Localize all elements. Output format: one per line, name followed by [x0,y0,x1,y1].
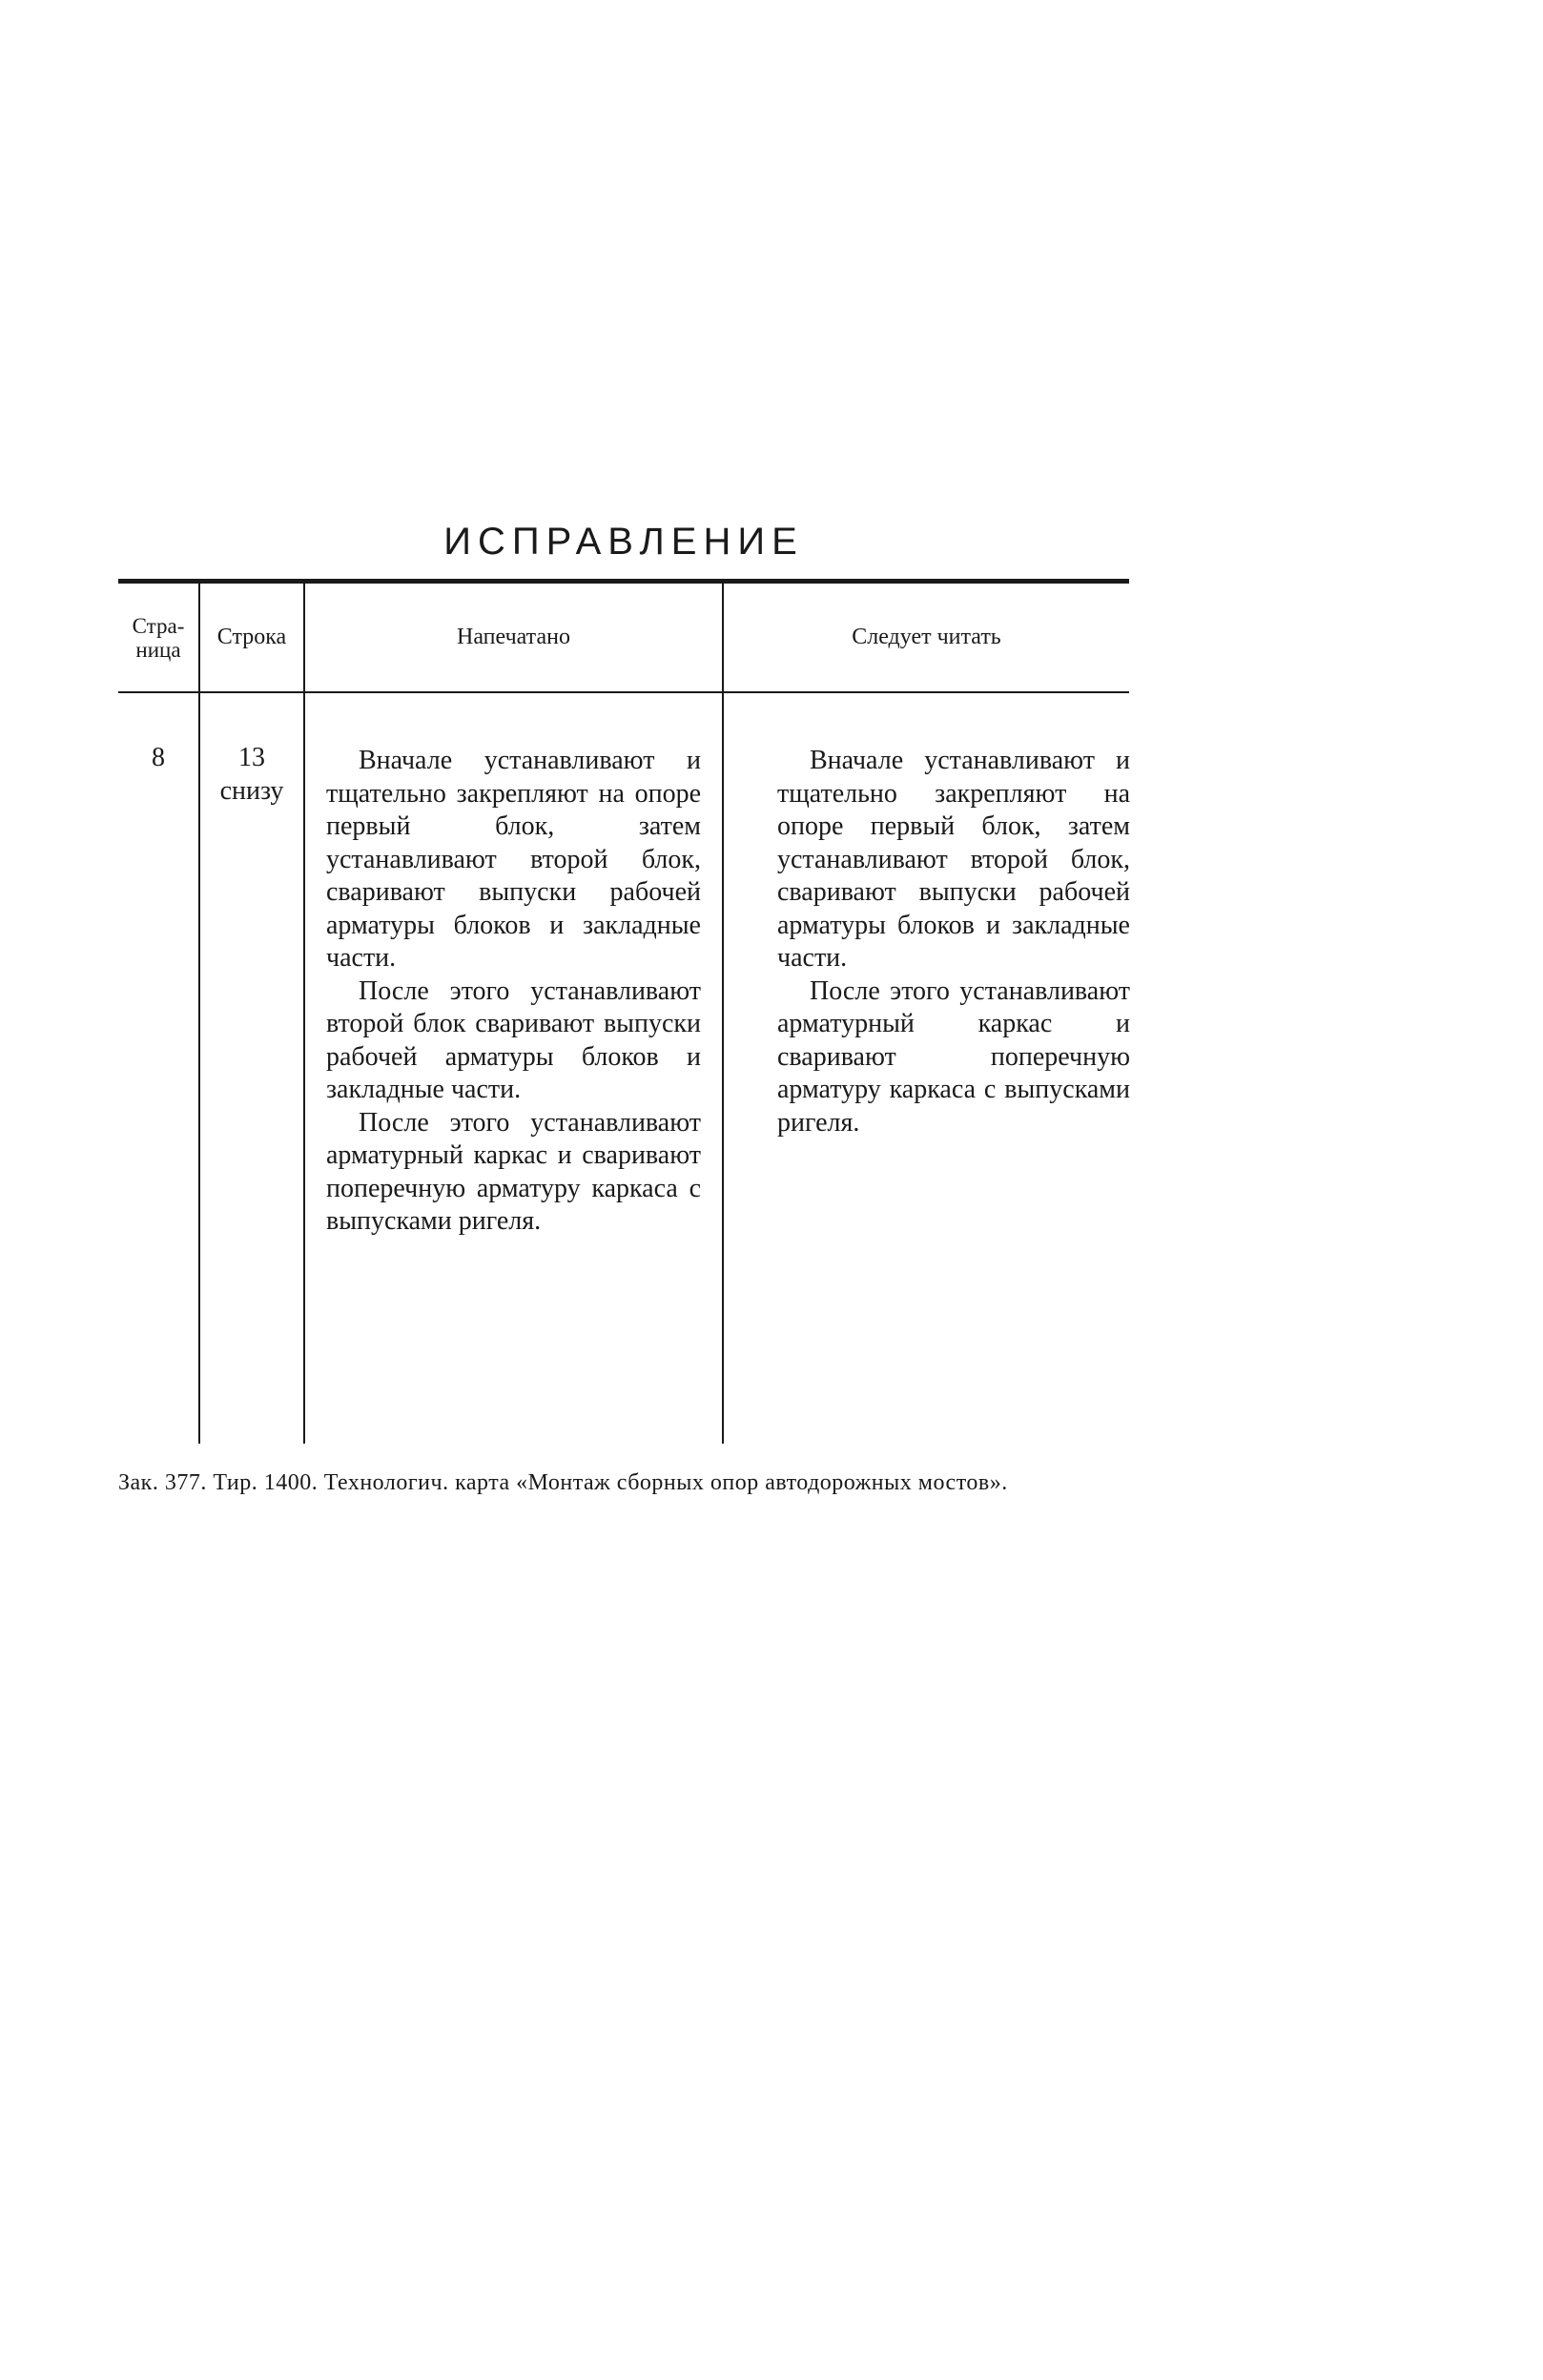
cell-line [200,742,303,808]
column-divider-1 [198,584,200,1444]
header-page-line1: Стра- [132,613,185,638]
print-footer: Зак. 377. Тир. 1400. Технологич. карта «Монтаж сборных опор автодорожных мостов». [118,1470,1008,1495]
cell-line-number: 13 [238,743,265,772]
cell-read-as [777,745,1130,1139]
header-page-line2: ница [135,637,181,662]
column-divider-3 [722,584,724,1444]
header-read-as: Следует читать [852,625,1001,649]
cell-line-position: снизу [219,775,284,806]
read-as-paragraph-1: Вначале устанавливают и тщательно закрепляют на опоре первый блок, затем устанавливают второй блок, сваривают выпуски рабочей арматуры блоков и закладные части. [777,746,1130,973]
printed-paragraph-2: После этого устанавливают второй блок сваривают выпуски рабочей арматуры блоков и закладные части. [326,975,701,1104]
column-divider-2 [303,584,305,1444]
table-header-rule [118,691,1129,693]
cell-printed [326,745,701,1239]
correction-title: ИСПРАВЛЕНИЕ [443,521,804,563]
printed-paragraph-3: После этого устанавливают арматурный каркас и сваривают поперечную арматуру каркаса с выпусками ригеля. [326,1107,701,1236]
cell-page: 8 [152,743,165,772]
read-as-paragraph-2: После этого устанавливают арматурный каркас и сваривают поперечную арматуру каркаса с выпусками ригеля. [777,975,1130,1138]
header-page [118,584,198,691]
header-printed: Напечатано [457,625,570,649]
header-line: Строка [216,625,287,649]
printed-paragraph-1: Вначале устанавливают и тщательно закрепляют на опоре первый блок, затем устанавливают второй блок, сваривают выпуски рабочей арматуры блоков и закладные части. [326,746,701,973]
